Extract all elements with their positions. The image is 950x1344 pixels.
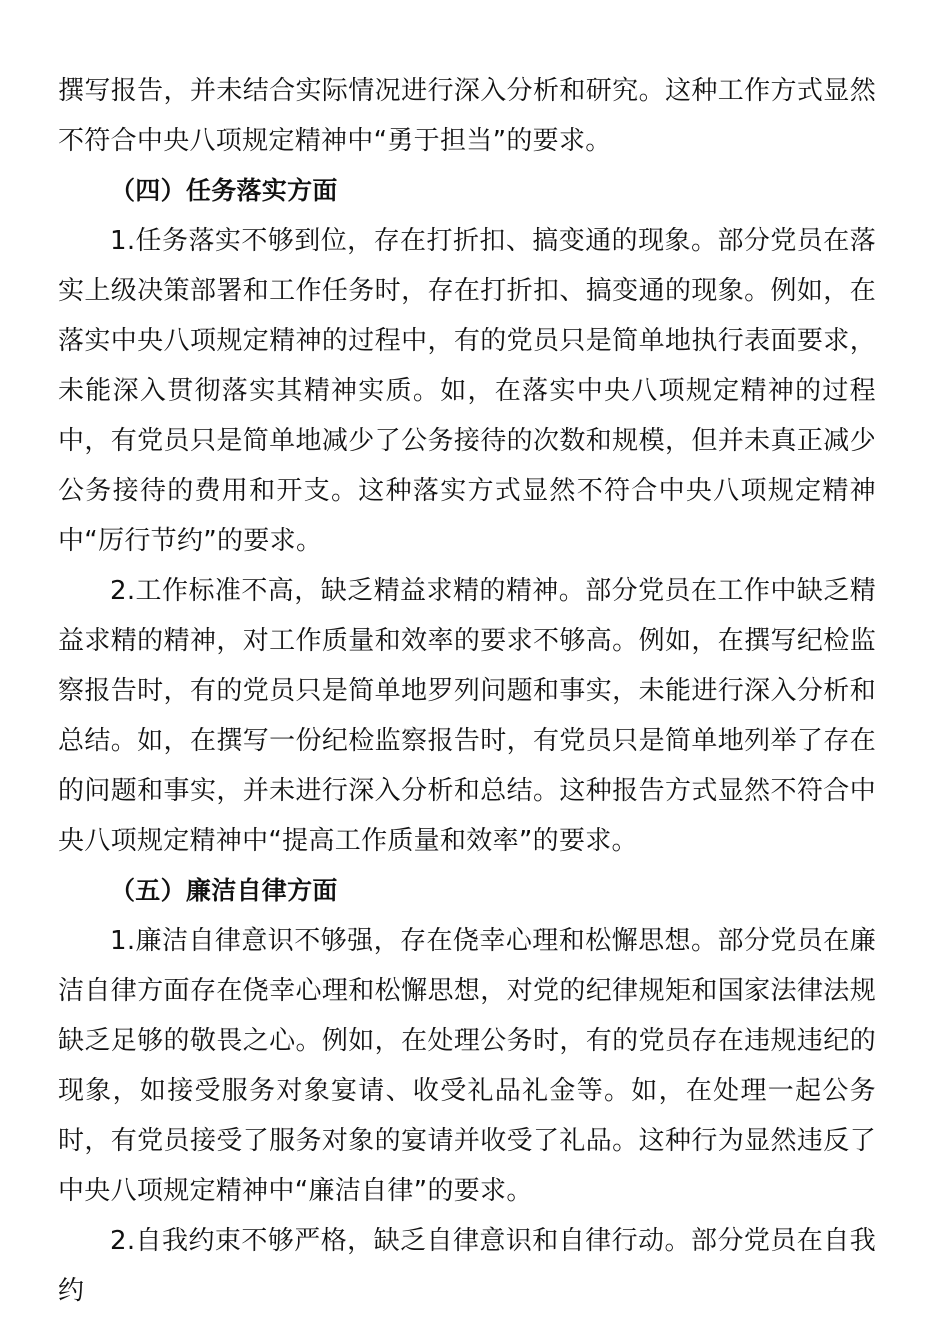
paragraph-continued: 撰写报告，并未结合实际情况进行深入分析和研究。这种工作方式显然不符合中央八项规定精神中“勇于担当”的要求。 <box>58 76 876 156</box>
paragraph-task-implementation-2: 2.工作标准不高，缺乏精益求精的精神。部分党员在工作中缺乏精益求精的精神，对工作质量和效率的要求不够高。例如，在撰写纪检监察报告时，有的党员只是简单地罗列问题和事实，未能进行深入分析和总结。如，在撰写一份纪检监察报告时，有党员只是简单地列举了存在的问题和事实，并未进行深入分析和总结。这种报告方式显然不符合中央八项规定精神中“提高工作质量和效率”的要求。 <box>58 576 876 856</box>
paragraph-integrity-discipline-1: 1.廉洁自律意识不够强，存在侥幸心理和松懈思想。部分党员在廉洁自律方面存在侥幸心理和松懈思想，对党的纪律规矩和国家法律法规缺乏足够的敬畏之心。例如，在处理公务时，有的党员存在违规违纪的现象，如接受服务对象宴请、收受礼品礼金等。如，在处理一起公务时，有党员接受了服务对象的宴请并收受了礼品。这种行为显然违反了中央八项规定精神中“廉洁自律”的要求。 <box>58 926 876 1206</box>
paragraph-integrity-discipline-2: 2.自我约束不够严格，缺乏自律意识和自律行动。部分党员在自我约 <box>58 1226 876 1306</box>
paragraph-task-implementation-1: 1.任务落实不够到位，存在打折扣、搞变通的现象。部分党员在落实上级决策部署和工作任务时，存在打折扣、搞变通的现象。例如，在落实中央八项规定精神的过程中，有的党员只是简单地执行表面要求，未能深入贯彻落实其精神实质。如，在落实中央八项规定精神的过程中，有党员只是简单地减少了公务接待的次数和规模，但并未真正减少公务接待的费用和开支。这种落实方式显然不符合中央八项规定精神中“厉行节约”的要求。 <box>58 226 876 556</box>
section-heading-integrity-discipline: （五）廉洁自律方面 <box>110 876 338 905</box>
section-heading-task-implementation: （四）任务落实方面 <box>110 176 338 205</box>
document-body <box>58 66 876 1316</box>
